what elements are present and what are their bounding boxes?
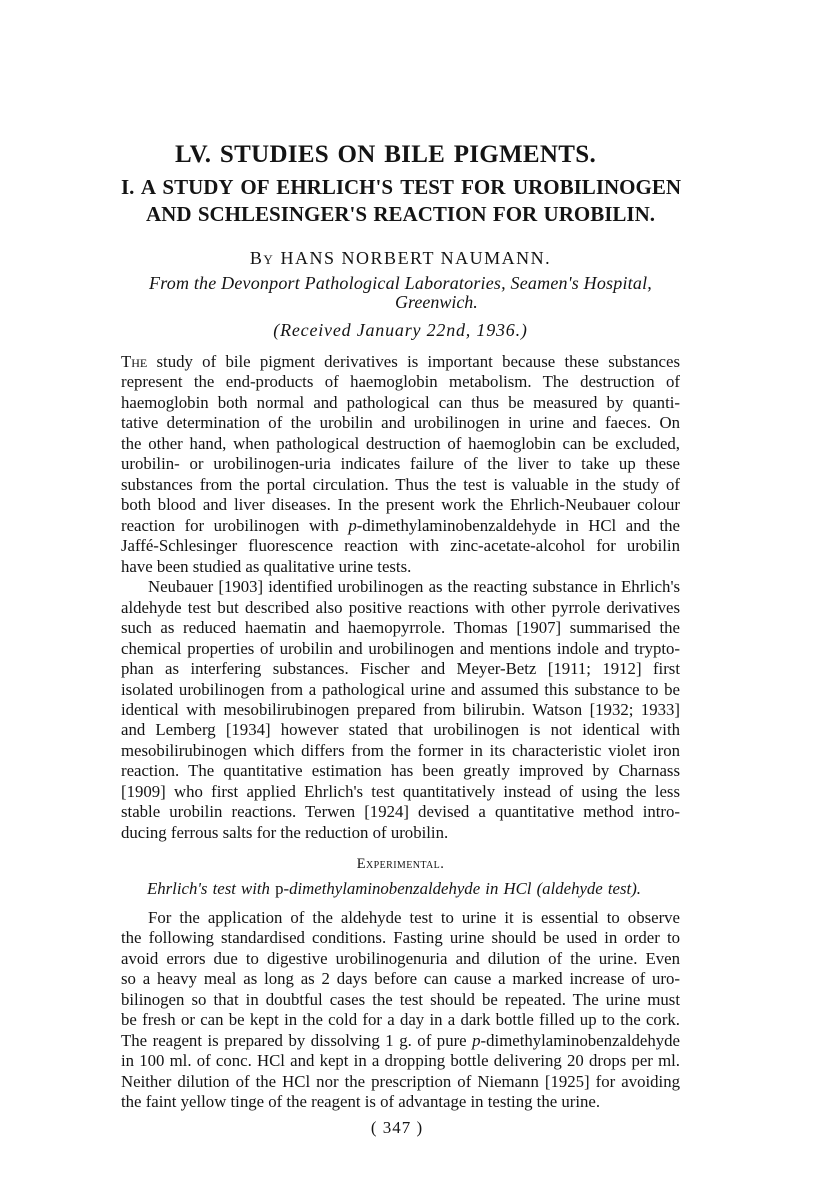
italic-symbol: p bbox=[348, 515, 357, 535]
text-line: and Lemberg [1934] however stated that urobilinogen is not identical with bbox=[121, 720, 680, 740]
article-title-line-1: I. A STUDY OF EHRLICH'S TEST FOR UROBILINOGEN bbox=[121, 175, 681, 199]
text-line: Neither dilution of the HCl nor the prescription of Niemann [1925] for avoiding bbox=[121, 1071, 680, 1091]
text-segment: -dimethylaminobenzaldehyde bbox=[480, 1030, 680, 1050]
article-title-line-2: AND SCHLESINGER'S REACTION FOR UROBILIN. bbox=[146, 202, 655, 226]
text-line: aldehyde test but described also positive reactions with other pyrrole derivatives bbox=[121, 597, 680, 617]
subsection-heading bbox=[147, 879, 641, 899]
text-line: ducing ferrous salts for the reduction of urobilin. bbox=[121, 822, 449, 842]
text-line: identical with mesobilirubinogen prepared from bilirubin. Watson [1932; 1933] bbox=[121, 699, 680, 719]
text-segment: study of bile pigment derivatives is important because these substances bbox=[147, 352, 680, 371]
text-line: chemical properties of urobilin and urobilinogen and mentions indole and trypto- bbox=[121, 638, 680, 658]
italic-symbol: p bbox=[472, 1030, 481, 1050]
text-segment: -dimethylaminobenzaldehyde in HCl and the bbox=[356, 515, 681, 535]
byline-prefix: By bbox=[249, 248, 275, 268]
text-line: the faint yellow tinge of the reagent is of advantage in testing the urine. bbox=[121, 1092, 601, 1112]
text-segment: reaction for urobilinogen with bbox=[121, 515, 349, 535]
text-line bbox=[121, 352, 680, 372]
subheading-text: -dimethylaminobenzaldehyde in HCl (aldehyde test). bbox=[283, 879, 641, 898]
subheading-text: Ehrlich's test with bbox=[147, 879, 276, 898]
paragraph bbox=[121, 577, 680, 843]
text-line: tative determination of the urobilin and urobilinogen in urine and faeces. On bbox=[121, 413, 680, 433]
text-line bbox=[121, 516, 680, 536]
section-heading-experimental: Experimental. bbox=[356, 856, 445, 872]
text-line: urobilin- or urobilinogen-uria indicates failure of the liver to take up these bbox=[121, 454, 680, 474]
text-line: phan as interfering substances. Fischer and Meyer-Betz [1911; 1912] first bbox=[121, 659, 680, 679]
text-line: both blood and liver diseases. In the present work the Ehrlich-Neubauer colour bbox=[121, 495, 680, 515]
text-segment: The reagent is prepared by dissolving 1 g. of pure bbox=[121, 1030, 473, 1050]
text-line: represent the end-products of haemoglobin metabolism. The destruction of bbox=[121, 372, 680, 392]
affiliation-line-2: Greenwich. bbox=[395, 292, 478, 312]
text-line: in 100 ml. of conc. HCl and kept in a dropping bottle delivering 20 drops per ml. bbox=[121, 1051, 680, 1071]
series-title: LV. STUDIES ON BILE PIGMENTS. bbox=[175, 141, 596, 168]
paragraph bbox=[121, 908, 680, 1113]
introduction-text bbox=[121, 352, 680, 843]
text-line: Neubauer [1903] identified urobilinogen as the reacting substance in Ehrlich's bbox=[148, 577, 680, 597]
text-line: the other hand, when pathological destruction of haemoglobin can be excluded, bbox=[121, 433, 680, 453]
text-line: the following standardised conditions. Fasting urine should be used in order to bbox=[121, 928, 680, 948]
text-line: bilinogen so that in doubtful cases the test should be repeated. The urine must bbox=[121, 989, 680, 1009]
author-name: HANS NORBERT NAUMANN. bbox=[280, 248, 552, 268]
small-caps-word: The bbox=[121, 352, 148, 371]
text-line: reaction. The quantitative estimation has been greatly improved by Charnass bbox=[121, 761, 680, 781]
text-line: have been studied as qualitative urine tests. bbox=[121, 556, 412, 576]
byline bbox=[121, 247, 680, 269]
text-line bbox=[121, 1031, 680, 1051]
text-line: mesobilirubinogen which differs from the former in its characteristic violet iron bbox=[121, 740, 680, 760]
text-line: be fresh or can be kept in the cold for a day in a dark bottle filled up to the cork. bbox=[121, 1010, 680, 1030]
paragraph bbox=[121, 352, 680, 577]
experimental-text bbox=[121, 908, 680, 1113]
text-line: For the application of the aldehyde test to urine it is essential to observe bbox=[148, 908, 680, 927]
text-line: [1909] who first applied Ehrlich's test quantitatively instead of using the less bbox=[121, 781, 680, 801]
received-date: (Received January 22nd, 1936.) bbox=[273, 320, 528, 340]
text-line: such as reduced haematin and haemopyrrole. Thomas [1907] summarised the bbox=[121, 618, 680, 638]
text-line: so a heavy meal as long as 2 days before can cause a marked increase of uro- bbox=[121, 969, 680, 989]
page-number: ( 347 ) bbox=[370, 1118, 424, 1137]
subheading-symbol: p bbox=[275, 879, 284, 898]
text-line: isolated urobilinogen from a pathological urine and assumed this substance to be bbox=[121, 679, 680, 699]
text-line: avoid errors due to digestive urobilinogenuria and dilution of the urine. Even bbox=[121, 948, 680, 968]
affiliation-line-1: From the Devonport Pathological Laboratories, Seamen's Hospital, bbox=[149, 273, 652, 293]
text-line: Jaffé-Schlesinger fluorescence reaction with zinc-acetate-alcohol for urobilin bbox=[121, 536, 680, 556]
text-line: stable urobilin reactions. Terwen [1924] devised a quantitative method intro- bbox=[121, 802, 680, 822]
text-line: haemoglobin both normal and pathological can thus be measured by quanti- bbox=[121, 392, 680, 412]
text-line: substances from the portal circulation. Thus the test is valuable in the study of bbox=[121, 474, 680, 494]
